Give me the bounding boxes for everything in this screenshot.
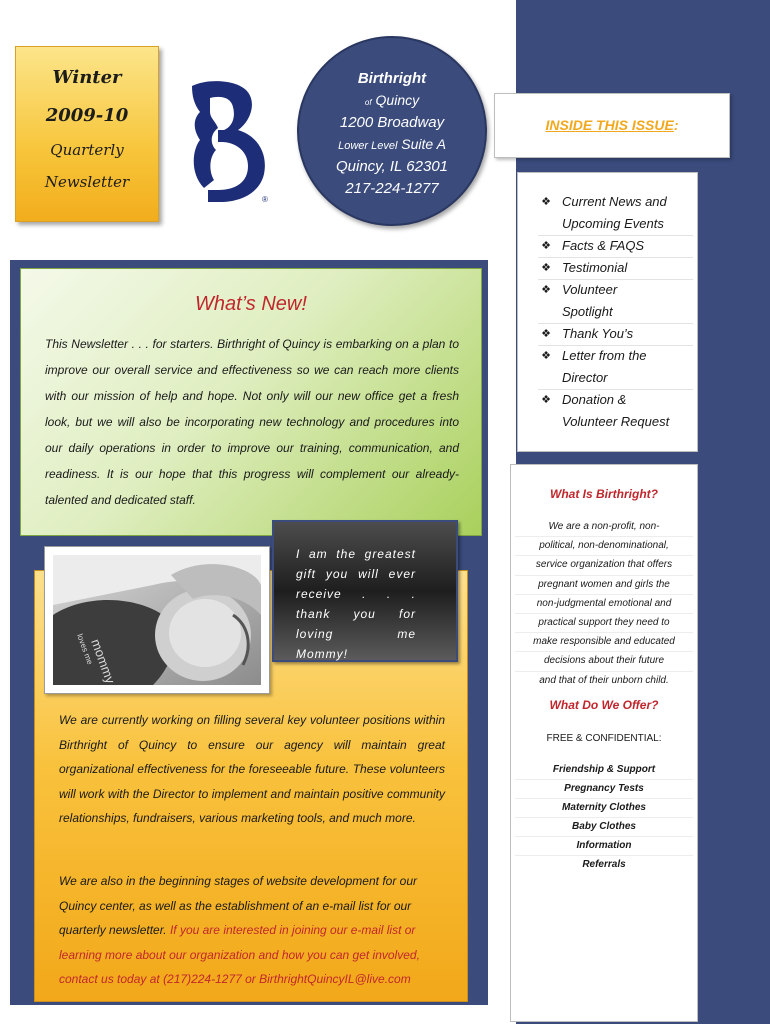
of-word: of	[364, 98, 372, 107]
volunteer-paragraph: We are currently working on filling several key volunteer positions within Birthright of Quincy to ensure our agency will maintain great organizational effectiveness for the foreseeable future. These volunteers will work with the Director to implement and maintain positive community relationships, fundraisers, various marketing tools, and much more.	[59, 713, 445, 826]
offer-item: Friendship & Support	[515, 761, 693, 780]
offer-item: Referrals	[582, 859, 626, 870]
whats-new-section	[20, 268, 482, 536]
toc-item-donation[interactable]	[538, 389, 693, 433]
whats-new-title: What’s New!	[195, 293, 307, 315]
offer-item: Information	[515, 837, 693, 856]
offer-subtitle: FREE & CONFIDENTIAL:	[546, 733, 662, 744]
toc-item-label: Testimonial	[562, 260, 628, 275]
toc-item-volunteer-spotlight[interactable]	[538, 279, 693, 324]
offer-item: Baby Clothes	[515, 818, 693, 837]
city-state-zip: Quincy, IL 62301	[335, 158, 449, 175]
issue-type-label: Quarterly	[50, 141, 124, 159]
offer-title: What Do We Offer?	[549, 698, 659, 712]
what-is-line: make responsible and educated	[515, 633, 693, 652]
toc-item-label: Volunteer Request	[562, 414, 670, 429]
baby-photo	[44, 546, 270, 694]
toc-item-label: Director	[562, 370, 608, 385]
toc-item-facts[interactable]	[538, 235, 693, 258]
toc-item-label: Thank You’s	[562, 326, 634, 341]
diamond-bullet-icon: ❖	[541, 284, 551, 296]
what-is-body	[515, 518, 693, 690]
org-name: Birthright	[357, 70, 427, 87]
baby-photo-image	[53, 555, 261, 685]
org-city: Quincy	[375, 92, 420, 108]
birthright-logo-icon	[188, 78, 270, 206]
inside-this-issue-title	[495, 117, 729, 133]
address-badge	[297, 36, 487, 226]
diamond-bullet-icon: ❖	[541, 240, 551, 252]
what-is-line: decisions about their future	[515, 652, 693, 671]
newsletter-label: Newsletter	[44, 173, 130, 191]
what-is-line: service organization that offers	[515, 556, 693, 575]
toc-item-label: Upcoming Events	[562, 216, 664, 231]
what-is-line: non-judgmental emotional and	[515, 595, 693, 614]
what-is-line: practical support they need to	[515, 614, 693, 633]
what-is-line: We are a non-profit, non-	[515, 518, 693, 537]
offer-list	[515, 761, 693, 874]
issue-date-box	[15, 46, 159, 222]
toc-item-current-news[interactable]	[538, 191, 693, 236]
inside-this-issue-header	[494, 93, 730, 158]
toc-item-label: Facts & FAQS	[562, 238, 645, 253]
toc-item-label: Donation &	[562, 392, 627, 407]
quote-text: I am the greatest gift you will ever receive . . . thank you for loving me Mommy!	[296, 547, 416, 661]
what-is-line: pregnant women and girls the	[515, 576, 693, 595]
years-label: 2009-10	[45, 105, 129, 126]
registered-mark: ®	[262, 195, 268, 204]
diamond-bullet-icon: ❖	[541, 196, 551, 208]
offer-item: Pregnancy Tests	[515, 780, 693, 799]
street-address: 1200 Broadway	[339, 114, 445, 131]
table-of-contents	[517, 172, 698, 452]
diamond-bullet-icon: ❖	[541, 328, 551, 340]
level-prefix: Lower Level	[338, 140, 398, 152]
shirt-text-loves: loves me	[75, 632, 95, 666]
inside-title-text: INSIDE THIS ISSUE	[545, 117, 674, 133]
season-label: Winter	[52, 67, 122, 88]
suite-line	[299, 136, 485, 152]
quote-box	[272, 520, 458, 662]
website-paragraph	[59, 869, 445, 992]
whats-new-body: This Newsletter . . . for starters. Birthright of Quincy is embarking on a plan to improve our overall service and effectiveness so we can reach more clients with our mission of help and hope. Not only will our new office get a fresh look, but we will also be incorporating new technology and procedures into our daily operations in order to improve our training, communication, and readiness. It is our hope that this progress will complement our already-talented and dedicated staff.	[45, 337, 459, 507]
inside-title-colon: :	[673, 117, 679, 133]
phone-number: 217-224-1277	[345, 180, 439, 197]
toc-item-testimonial[interactable]	[538, 257, 693, 280]
toc-item-label: Letter from the	[562, 348, 647, 363]
toc-item-label: Volunteer	[562, 282, 618, 297]
offer-item: Maternity Clothes	[515, 799, 693, 818]
toc-item-director-letter[interactable]	[538, 345, 693, 390]
contact-text: If you are interested in joining our e-mail list or learning more about our organization and how you can get involved, contact us today at (217)224-1277 or BirthrightQuincyIL@live.com	[59, 923, 420, 987]
diamond-bullet-icon: ❖	[541, 394, 551, 406]
toc-item-label: Spotlight	[562, 304, 613, 319]
website-text: We are also in the beginning stages of website development for our Quincy center, as well as the establishment of an e-mail list for our quarterly newsletter.	[59, 874, 417, 938]
org-city-line	[299, 92, 485, 108]
toc-item-label: Current News and	[562, 194, 667, 209]
shirt-text-mommy: mommy	[88, 636, 119, 685]
suite: Suite A	[401, 136, 446, 152]
about-section	[510, 464, 698, 1022]
toc-item-thank-yous[interactable]	[538, 323, 693, 346]
diamond-bullet-icon: ❖	[541, 262, 551, 274]
what-is-title: What Is Birthright?	[550, 487, 658, 501]
what-is-line: and that of their unborn child.	[539, 674, 669, 686]
diamond-bullet-icon: ❖	[541, 350, 551, 362]
what-is-line: political, non-denominational,	[515, 537, 693, 556]
